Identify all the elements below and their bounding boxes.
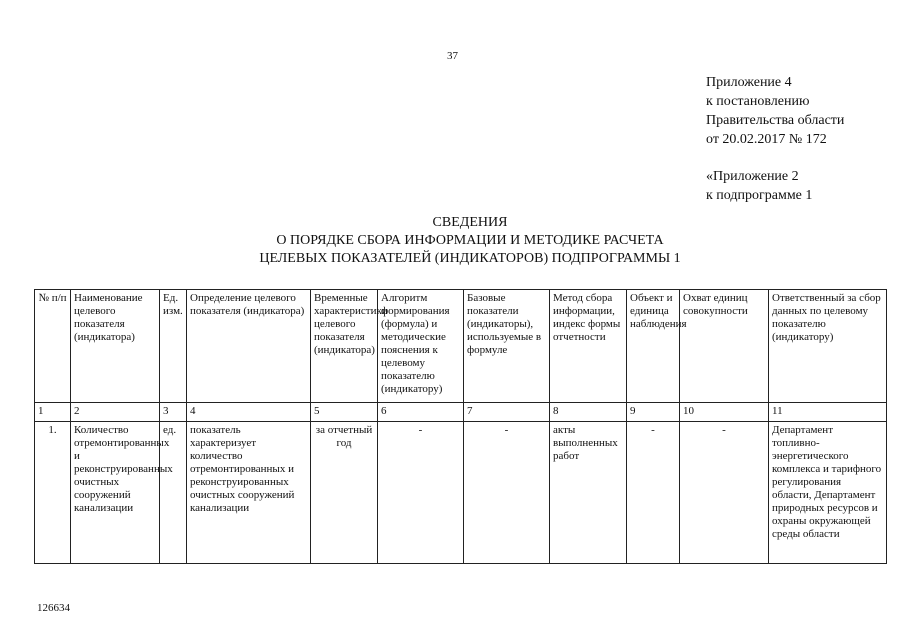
- indicators-table: [34, 289, 887, 564]
- title-line: О ПОРЯДКЕ СБОРА ИНФОРМАЦИИ И МЕТОДИКЕ РАСЧЕТА: [276, 233, 664, 248]
- column-number-row: [35, 403, 887, 422]
- header-cell: № п/п: [35, 290, 71, 403]
- column-number: 4: [187, 403, 311, 422]
- header-cell: Определение целевого показателя (индикатора): [187, 290, 311, 403]
- header-row: [35, 290, 887, 403]
- document-title: [0, 214, 905, 268]
- column-number: 3: [160, 403, 187, 422]
- appendix-line: к постановлению: [706, 94, 810, 109]
- appendix-line: Приложение 4: [706, 75, 792, 90]
- appendix-spacer: [706, 149, 844, 167]
- unit-cell: ед.: [160, 422, 187, 564]
- definition-cell: показатель характеризует количество отремонтированных и реконструированных очистных сооружений канализации: [187, 422, 311, 564]
- appendix-block: [706, 73, 844, 205]
- column-number: 11: [769, 403, 887, 422]
- table-row: [35, 422, 887, 564]
- title-line: ЦЕЛЕВЫХ ПОКАЗАТЕЛЕЙ (ИНДИКАТОРОВ) ПОДПРОГРАММЫ 1: [259, 251, 681, 266]
- column-number: 8: [550, 403, 627, 422]
- column-number: 6: [378, 403, 464, 422]
- header-cell: Охват единиц совокупности: [680, 290, 769, 403]
- header-cell: Объект и единица наблюдения: [627, 290, 680, 403]
- header-cell: Метод сбора информации, индекс формы отчетности: [550, 290, 627, 403]
- column-number: 5: [311, 403, 378, 422]
- header-cell: Наименование целевого показателя (индикатора): [71, 290, 160, 403]
- time-cell: за отчетный год: [311, 422, 378, 564]
- header-cell: Ед. изм.: [160, 290, 187, 403]
- header-cell: Ответственный за сбор данных по целевому показателю (индикатору): [769, 290, 887, 403]
- column-number: 10: [680, 403, 769, 422]
- column-number: 2: [71, 403, 160, 422]
- column-number: 1: [35, 403, 71, 422]
- row-number: 1.: [35, 422, 71, 564]
- header-cell: Временные характеристики целевого показателя (индикатора): [311, 290, 378, 403]
- footer-code: 126634: [37, 602, 70, 614]
- object-cell: -: [627, 422, 680, 564]
- coverage-cell: -: [680, 422, 769, 564]
- appendix-line: к подпрограмме 1: [706, 188, 813, 203]
- column-number: 9: [627, 403, 680, 422]
- responsible-cell: Департамент топливно-энергетического комплекса и тарифного регулирования области, Департамент природных ресурсов и охраны окружающей среды области: [769, 422, 887, 564]
- title-line: СВЕДЕНИЯ: [432, 215, 508, 230]
- appendix-line: Правительства области: [706, 113, 845, 128]
- appendix-line: «Приложение 2: [706, 169, 799, 184]
- column-number: 7: [464, 403, 550, 422]
- header-cell: Алгоритм формирования (формула) и методические пояснения к целевому показателю (индикатору): [378, 290, 464, 403]
- algorithm-cell: -: [378, 422, 464, 564]
- page-number: 37: [447, 50, 458, 62]
- header-cell: Базовые показатели (индикаторы), используемые в формуле: [464, 290, 550, 403]
- base-indicators-cell: -: [464, 422, 550, 564]
- indicator-name: Количество отремонтированных и реконструированных очистных сооружений канализации: [71, 422, 160, 564]
- method-cell: акты выполненных работ: [550, 422, 627, 564]
- appendix-line: от 20.02.2017 № 172: [706, 132, 827, 147]
